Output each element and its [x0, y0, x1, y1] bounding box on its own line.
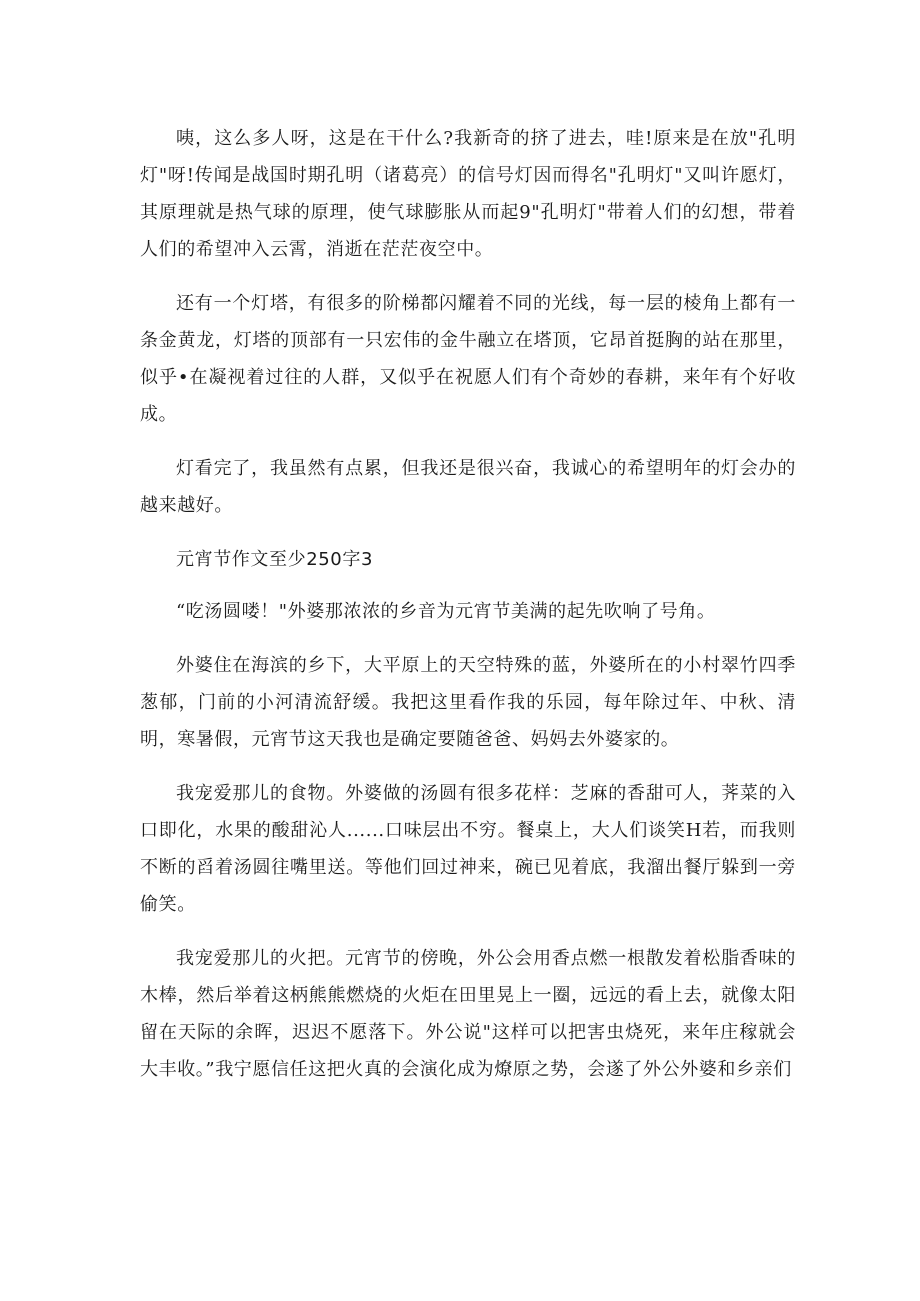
section-title: 元宵节作文至少250字3 [176, 549, 374, 570]
paragraph-finished-viewing: 灯看完了，我虽然有点累，但我还是很兴奋，我诚心的希望明年的灯会办的越来越好。 [140, 458, 796, 516]
paragraph-lantern-tower: 还有一个灯塔，有很多的阶梯都闪耀着不同的光线，每一层的棱角上都有一条金黄龙，灯塔的顶部有一只宏伟的金牛融立在塔顶，它昂首挺胸的站在那里，似乎•在凝视着过往的人群，又似乎在祝愿人们有个奇妙的春耕，来年有个好收成。 [140, 293, 796, 425]
document-body [140, 120, 796, 1105]
paragraph-grandma-village: 外婆住在海滨的乡下，大平原上的天空特殊的蓝，外婆所在的小村翠竹四季葱郁，门前的小河清流舒缓。我把这里看作我的乐园，每年除过年、中秋、清明，寒暑假，元宵节这天我也是确定要随爸爸、妈妈去外婆家的。 [140, 655, 796, 750]
paragraph-eat-tangyuan: “吃汤圆喽！"外婆那浓浓的乡音为元宵节美满的起先吹响了号角。 [176, 601, 716, 622]
paragraph-torch: 我宠爱那儿的火把。元宵节的傍晚，外公会用香点燃一根散发着松脂香味的木棒，然后举着这柄熊熊燃烧的火炬在田里晃上一圈，远远的看上去，就像太阳留在天际的余晖，迟迟不愿落下。外公说"这样可以把害虫烧死，来年庄稼就会大丰收。”我宁愿信任这把火真的会演化成为燎原之势，会遂了外公外婆和乡亲们 [140, 948, 796, 1080]
paragraph-food: 我宠爱那儿的食物。外婆做的汤圆有很多花样：芝麻的香甜可人，荠菜的入口即化，水果的酸甜沁人......口味层出不穷。餐桌上，大人们谈笑H若，而我则不断的舀着汤圆往嘴里送。等他们回过神来，碗已见着底，我溜出餐厅躲到一旁偷笑。 [140, 783, 796, 915]
paragraph-kongming-lantern: 咦，这么多人呀，这是在干什么?我新奇的挤了进去，哇!原来是在放"孔明灯"呀!传闻是战国时期孔明（诸葛亮）的信号灯因而得名"孔明灯"又叫许愿灯，其原理就是热气球的原理，使气球膨胀从而起9"孔明灯"带着人们的幻想，带着人们的希望冲入云霄，消逝在茫茫夜空中。 [140, 128, 796, 260]
